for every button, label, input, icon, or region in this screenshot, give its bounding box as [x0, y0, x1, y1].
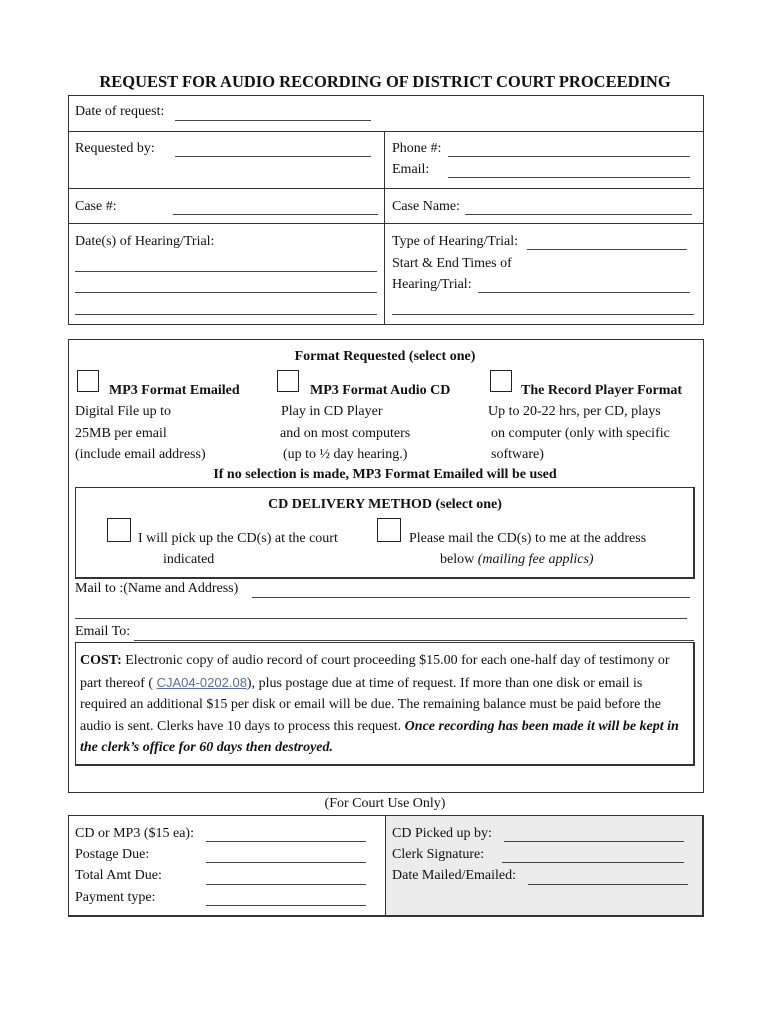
requester-info-table	[68, 95, 704, 325]
payment-type-field[interactable]	[206, 905, 366, 906]
page-title: REQUEST FOR AUDIO RECORDING OF DISTRICT COURT PROCEEDING	[99, 72, 671, 91]
type-of-hearing-field[interactable]	[527, 249, 687, 250]
requested-by-field[interactable]	[175, 156, 371, 157]
cd-or-mp3-label: CD or MP3 ($15 ea):	[75, 826, 194, 841]
mail-to-label: Mail to :(Name and Address)	[75, 581, 239, 596]
start-end-times-label: Start & End Times of	[392, 256, 512, 271]
email-to-field[interactable]	[134, 640, 694, 641]
record-player-desc-1: Up to 20-22 hrs, per CD, plays	[488, 404, 661, 419]
total-amt-due-label: Total Amt Due:	[75, 868, 162, 883]
court-use-heading: (For Court Use Only)	[324, 796, 446, 811]
record-player-desc-2: on computer (only with specific	[491, 426, 670, 441]
mp3-cd-checkbox[interactable]	[277, 370, 299, 392]
cost-text-1: Electronic copy of audio record of court proceeding $15.00 for each one-half day of testimony or part thereof (	[80, 653, 670, 691]
mail-label-below: below	[440, 552, 478, 567]
cd-or-mp3-field[interactable]	[206, 841, 366, 842]
mail-label-1: Please mail the CD(s) to me at the address	[409, 531, 647, 546]
case-name-field[interactable]	[465, 214, 692, 215]
date-mailed-label: Date Mailed/Emailed:	[392, 868, 517, 883]
format-heading: Format Requested (select one)	[294, 349, 476, 364]
retention-notice: Once recording has been made it will be kept in the clerk’s office for 60 days then destroyed.	[80, 718, 679, 755]
phone-label: Phone #:	[392, 141, 442, 156]
dates-of-hearing-label: Date(s) of Hearing/Trial:	[75, 234, 215, 249]
mail-checkbox[interactable]	[377, 518, 401, 542]
pickup-label-2: indicated	[163, 552, 215, 567]
record-player-checkbox[interactable]	[490, 370, 512, 392]
mp3-emailed-checkbox[interactable]	[77, 370, 99, 392]
date-mailed-field[interactable]	[528, 884, 688, 885]
mp3-emailed-desc-2: 25MB per email	[75, 426, 167, 441]
email-label: Email:	[392, 162, 430, 177]
mp3-cd-desc-2: and on most computers	[280, 426, 411, 441]
email-field[interactable]	[448, 177, 690, 178]
mp3-emailed-label: MP3 Format Emailed	[109, 383, 240, 398]
start-end-times-field-2[interactable]	[392, 314, 694, 315]
email-to-label: Email To:	[75, 624, 131, 639]
cost-text-2: ), plus postage due at time of request. If more than one disk or email is required an additional $15 per disk or email will be due. The remaining balance must be paid before the audio is sent. Clerks have 10 days to process this request.	[80, 675, 661, 734]
dates-of-hearing-field-2[interactable]	[75, 292, 377, 293]
type-of-hearing-label: Type of Hearing/Trial:	[392, 234, 519, 249]
dates-of-hearing-field-1[interactable]	[75, 271, 377, 272]
mp3-emailed-desc-3: (include email address)	[75, 447, 206, 462]
case-name-label: Case Name:	[392, 199, 461, 214]
format-default-note: If no selection is made, MP3 Format Emailed will be used	[213, 467, 557, 482]
mail-label-2	[440, 552, 594, 568]
clerk-signature-field[interactable]	[502, 862, 684, 863]
mailing-fee-note: (mailing fee applics)	[477, 552, 594, 567]
date-of-request-field[interactable]	[175, 120, 371, 121]
cd-delivery-heading: CD DELIVERY METHOD (select one)	[268, 497, 502, 512]
total-amt-due-field[interactable]	[206, 884, 366, 885]
pickup-checkbox[interactable]	[107, 518, 131, 542]
phone-field[interactable]	[448, 156, 690, 157]
date-of-request-label: Date of request:	[75, 104, 165, 119]
mp3-cd-desc-1: Play in CD Player	[281, 404, 383, 419]
cd-picked-up-by-label: CD Picked up by:	[392, 826, 492, 841]
mp3-cd-label: MP3 Format Audio CD	[310, 383, 451, 398]
hearing-trial-label: Hearing/Trial:	[392, 277, 472, 292]
mp3-emailed-desc-1: Digital File up to	[75, 404, 172, 419]
mail-to-field-2[interactable]	[75, 618, 687, 619]
case-number-field[interactable]	[173, 214, 378, 215]
cd-picked-up-by-field[interactable]	[504, 841, 684, 842]
mail-to-field-1[interactable]	[252, 597, 690, 598]
start-end-times-field[interactable]	[478, 292, 690, 293]
requested-by-label: Requested by:	[75, 141, 155, 156]
record-player-desc-3: software)	[491, 447, 544, 462]
cost-text	[80, 650, 684, 759]
cost-label: COST:	[80, 653, 122, 668]
rule-citation-link[interactable]: CJA04-0202.08	[156, 674, 247, 690]
pickup-label-1: I will pick up the CD(s) at the court	[138, 531, 338, 546]
case-number-label: Case #:	[75, 199, 117, 214]
postage-due-field[interactable]	[206, 862, 366, 863]
postage-due-label: Postage Due:	[75, 847, 150, 862]
payment-type-label: Payment type:	[75, 890, 156, 905]
record-player-label: The Record Player Format	[521, 383, 683, 398]
mp3-cd-desc-3: (up to ½ day hearing.)	[283, 447, 408, 462]
clerk-signature-label: Clerk Signature:	[392, 847, 485, 862]
dates-of-hearing-field-3[interactable]	[75, 314, 377, 315]
